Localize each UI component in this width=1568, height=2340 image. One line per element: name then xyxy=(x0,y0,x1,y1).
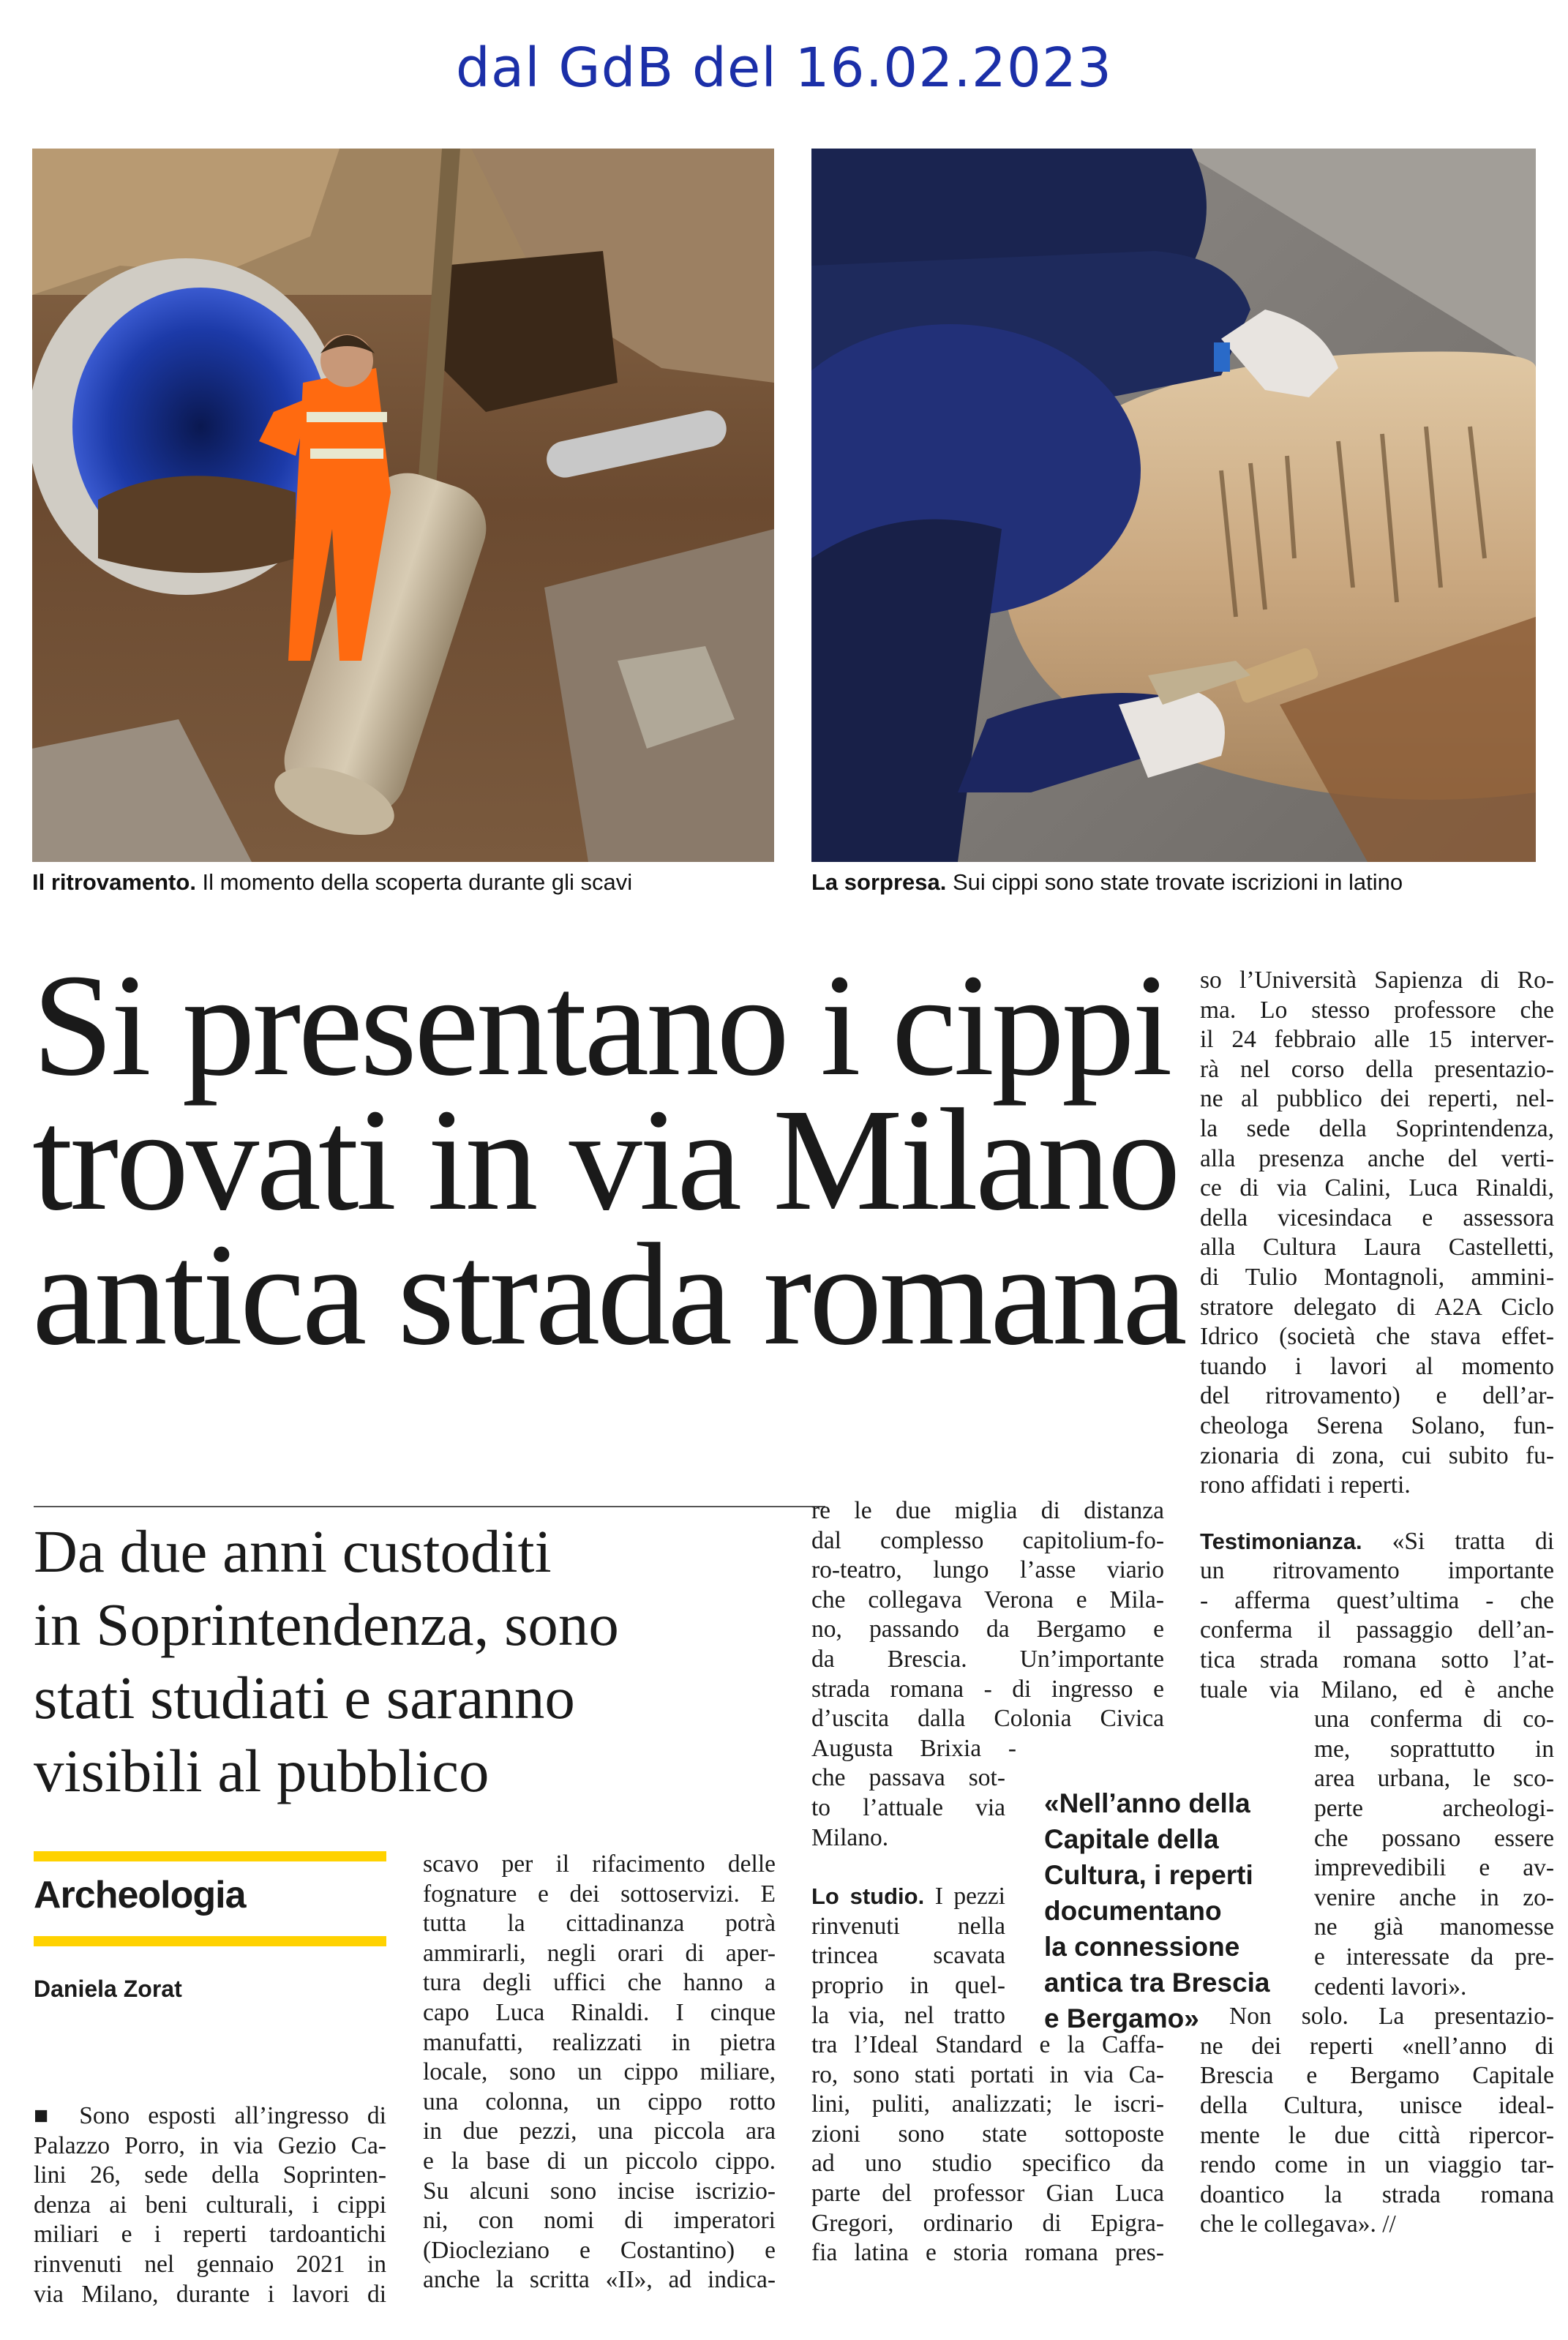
text-line: Su alcuni sono incise iscrizio- xyxy=(423,2177,776,2205)
text-line: venire anche in zo- xyxy=(1314,1883,1554,1911)
text-line: imprevedibili e av- xyxy=(1314,1854,1554,1882)
divider xyxy=(34,1506,825,1507)
quote-line: e Bergamo» xyxy=(1044,2003,1199,2033)
quote-line: la connessione xyxy=(1044,1932,1240,1962)
text-line: di Tulio Montagnoli, ammini- xyxy=(1200,1263,1554,1291)
text-line: che le collegava». // xyxy=(1200,2210,1396,2238)
text-line: in due pezzi, una piccola ara xyxy=(423,2118,776,2145)
subheadline-line: visibili al pubblico xyxy=(34,1737,489,1804)
text-line: denza ai beni culturali, i cippi xyxy=(34,2191,386,2219)
text-line: alla presenza anche del verti- xyxy=(1200,1144,1554,1172)
text-line: lini, puliti, analizzati; le iscri- xyxy=(811,2090,1164,2118)
text-line: fia latina e storia romana pres- xyxy=(811,2239,1164,2267)
text-line: la via, nel tratto xyxy=(811,2001,1005,2029)
text-line: parte del professor Gian Luca xyxy=(811,2180,1164,2208)
text-line: ne già manomesse xyxy=(1314,1913,1554,1941)
text-line: ne al pubblico dei reperti, nel- xyxy=(1200,1085,1554,1113)
text-line: via Milano, durante i lavori di xyxy=(34,2280,386,2308)
caption-1-text: Il momento della scoperta durante gli scavi xyxy=(195,869,633,895)
text-line: me, soprattutto in xyxy=(1314,1735,1554,1763)
text-line: cheologa Serena Solano, fun- xyxy=(1200,1411,1554,1439)
section-label: Archeologia xyxy=(34,1874,246,1916)
paragraph-lead: Lo studio. xyxy=(811,1883,925,1910)
text-line: una colonna, un cippo rotto xyxy=(423,2088,776,2115)
caption-2-text: Sui cippi sono state trovate iscrizioni in latino xyxy=(946,869,1403,895)
text-line: re le due miglia di distanza xyxy=(811,1497,1164,1524)
subheadline xyxy=(34,1515,780,1807)
text-line: proprio in quel- xyxy=(811,1971,1005,1999)
text-line: locale, sono un cippo miliare, xyxy=(423,2058,776,2086)
text-line: scavo per il rifacimento delle xyxy=(423,1850,776,1878)
text-line: della vicesindaca e assessora xyxy=(1200,1204,1554,1231)
text-line: del ritrovamento) e dell’ar- xyxy=(1200,1382,1554,1410)
text-line: della Cultura, unisce ideal- xyxy=(1200,2091,1554,2119)
text-run: «Si tratta di xyxy=(1362,1527,1554,1555)
text-line: ne dei reperti «nell’anno di xyxy=(1200,2032,1554,2060)
text-line: rinvenuti nel gennaio 2021 in xyxy=(34,2250,386,2278)
headline xyxy=(32,945,1185,1376)
text-line: ro, sono stati portati in via Ca- xyxy=(811,2060,1164,2088)
text-line: ■ Sono esposti all’ingresso di xyxy=(34,2102,386,2129)
text-line: ro-teatro, lungo l’asse viario xyxy=(811,1556,1164,1584)
text-line: Brescia e Bergamo Capitale xyxy=(1200,2062,1554,2090)
photo-caption-1 xyxy=(32,869,632,896)
text-line: fognature e dei sottoservizi. E xyxy=(423,1880,776,1908)
quote-line: documentano xyxy=(1044,1896,1222,1926)
text-line: trincea scavata xyxy=(811,1942,1005,1970)
quote-line: Cultura, i reperti xyxy=(1044,1860,1253,1890)
subheadline-line: Da due anni custoditi xyxy=(34,1518,552,1585)
text-line xyxy=(811,1882,1005,1912)
text-line: tica strada romana sotto l’at- xyxy=(1200,1646,1554,1674)
text-line: rono affidati i reperti. xyxy=(1200,1471,1411,1499)
text-line: rà nel corso della presentazio- xyxy=(1200,1055,1554,1083)
headline-line: Si presentano i cippi xyxy=(32,945,1170,1106)
text-line: un ritrovamento importante xyxy=(1200,1557,1554,1585)
text-line: ammirarli, negli orari di aper- xyxy=(423,1939,776,1967)
text-line: doantico la strada romana xyxy=(1200,2180,1554,2208)
text-line: e interessate da pre- xyxy=(1314,1943,1554,1970)
photo-excavation xyxy=(32,149,774,862)
text-line: Milano. xyxy=(811,1823,889,1851)
caption-1-bold: Il ritrovamento. xyxy=(32,869,196,895)
text-line: - afferma quest’ultima - che xyxy=(1200,1586,1554,1614)
text-line: che passava sot- xyxy=(811,1764,1005,1792)
text-line: ni, con nomi di imperatori xyxy=(423,2207,776,2235)
subheadline-line: stati studiati e saranno xyxy=(34,1664,575,1731)
text-line: cedenti lavori». xyxy=(1314,1973,1467,2000)
text-line: area urbana, le sco- xyxy=(1314,1765,1554,1793)
byline: Daniela Zorat xyxy=(34,1976,182,2002)
text-line: tura degli uffici che hanno a xyxy=(423,1969,776,1997)
text-line: una conferma di co- xyxy=(1314,1706,1554,1733)
photo-caption-2 xyxy=(811,869,1403,896)
text-line: Augusta Brixia - xyxy=(811,1734,1016,1762)
quote-line: antica tra Brescia xyxy=(1044,1968,1270,1998)
subheadline-line: in Soprintendenza, sono xyxy=(34,1591,619,1658)
text-line: to l’attuale via xyxy=(811,1793,1005,1821)
text-line: che possano essere xyxy=(1314,1824,1554,1852)
text-line: la sede della Soprintendenza, xyxy=(1200,1114,1554,1142)
text-line: tutta la cittadinanza potrà xyxy=(423,1910,776,1938)
text-line: e la base di un piccolo cippo. xyxy=(423,2147,776,2175)
text-line: capo Luca Rinaldi. I cinque xyxy=(423,1998,776,2026)
text-line: Gregori, ordinario di Epigra- xyxy=(811,2209,1164,2237)
text-line: alla Cultura Laura Castelletti, xyxy=(1200,1234,1554,1261)
text-line: anche la scritta «II», ad indica- xyxy=(423,2266,776,2294)
headline-line: trovati in via Milano xyxy=(32,1079,1178,1241)
photo-inscription xyxy=(811,149,1536,862)
section-bar-top xyxy=(34,1851,386,1861)
text-line: strada romana - di ingresso e xyxy=(811,1675,1164,1703)
text-line: ad uno studio specifico da xyxy=(811,2150,1164,2178)
text-line: mente le due città ripercor- xyxy=(1200,2121,1554,2149)
text-line: dal complesso capitolium-fo- xyxy=(811,1526,1164,1554)
text-line: d’uscita dalla Colonia Civica xyxy=(811,1705,1164,1733)
text-line xyxy=(1200,1527,1554,1557)
headline-line: antica strada romana xyxy=(32,1214,1185,1376)
text-line: ce di via Calini, Luca Rinaldi, xyxy=(1200,1174,1554,1202)
text-run: I pezzi xyxy=(924,1883,1005,1910)
text-line: conferma il passaggio dell’an- xyxy=(1200,1616,1554,1644)
text-line: perte archeologi- xyxy=(1314,1795,1554,1823)
article-column-2 xyxy=(423,1850,776,2295)
article-column-4 xyxy=(1200,966,1554,2240)
source-line: dal GdB del 16.02.2023 xyxy=(455,37,1113,100)
text-line: manufatti, realizzati in pietra xyxy=(423,2028,776,2056)
text-line: no, passando da Bergamo e xyxy=(811,1616,1164,1643)
article-column-1 xyxy=(34,2101,386,2309)
quote-line: Capitale della xyxy=(1044,1824,1219,1854)
paragraph-lead: Testimonianza. xyxy=(1200,1528,1362,1554)
text-line: da Brescia. Un’importante xyxy=(811,1645,1164,1673)
text-line: stratore delegato di A2A Ciclo xyxy=(1200,1293,1554,1321)
text-line: lini 26, sede della Soprinten- xyxy=(34,2161,386,2189)
text-line: ma. Lo stesso professore che xyxy=(1200,996,1554,1024)
text-line: Palazzo Porro, in via Gezio Ca- xyxy=(34,2131,386,2159)
text-line: rendo come in un viaggio tar- xyxy=(1200,2151,1554,2179)
text-line: Non solo. La presentazio- xyxy=(1229,2003,1554,2030)
section-bar-bottom xyxy=(34,1936,386,1946)
text-line: Idrico (società che stava effet- xyxy=(1200,1323,1554,1351)
text-line: zioni sono state sottoposte xyxy=(811,2120,1164,2148)
text-line: tuale via Milano, ed è anche xyxy=(1200,1676,1554,1703)
text-line: rinvenuti nella xyxy=(811,1912,1005,1940)
caption-2-bold: La sorpresa. xyxy=(811,869,947,895)
text-line: tra l’Ideal Standard e la Caffa- xyxy=(811,2031,1164,2059)
text-line: il 24 febbraio alle 15 interver- xyxy=(1200,1026,1554,1054)
text-line: zionaria di zona, cui subito fu- xyxy=(1200,1441,1554,1469)
text-line: so l’Università Sapienza di Ro- xyxy=(1200,967,1554,994)
text-line: (Diocleziano e Costantino) e xyxy=(423,2236,776,2264)
text-line: tuando i lavori al momento xyxy=(1200,1352,1554,1380)
text-line: miliari e i reperti tardoantichi xyxy=(34,2221,386,2249)
text-line: che collegava Verona e Mila- xyxy=(811,1586,1164,1613)
quote-line: «Nell’anno della xyxy=(1044,1788,1250,1818)
